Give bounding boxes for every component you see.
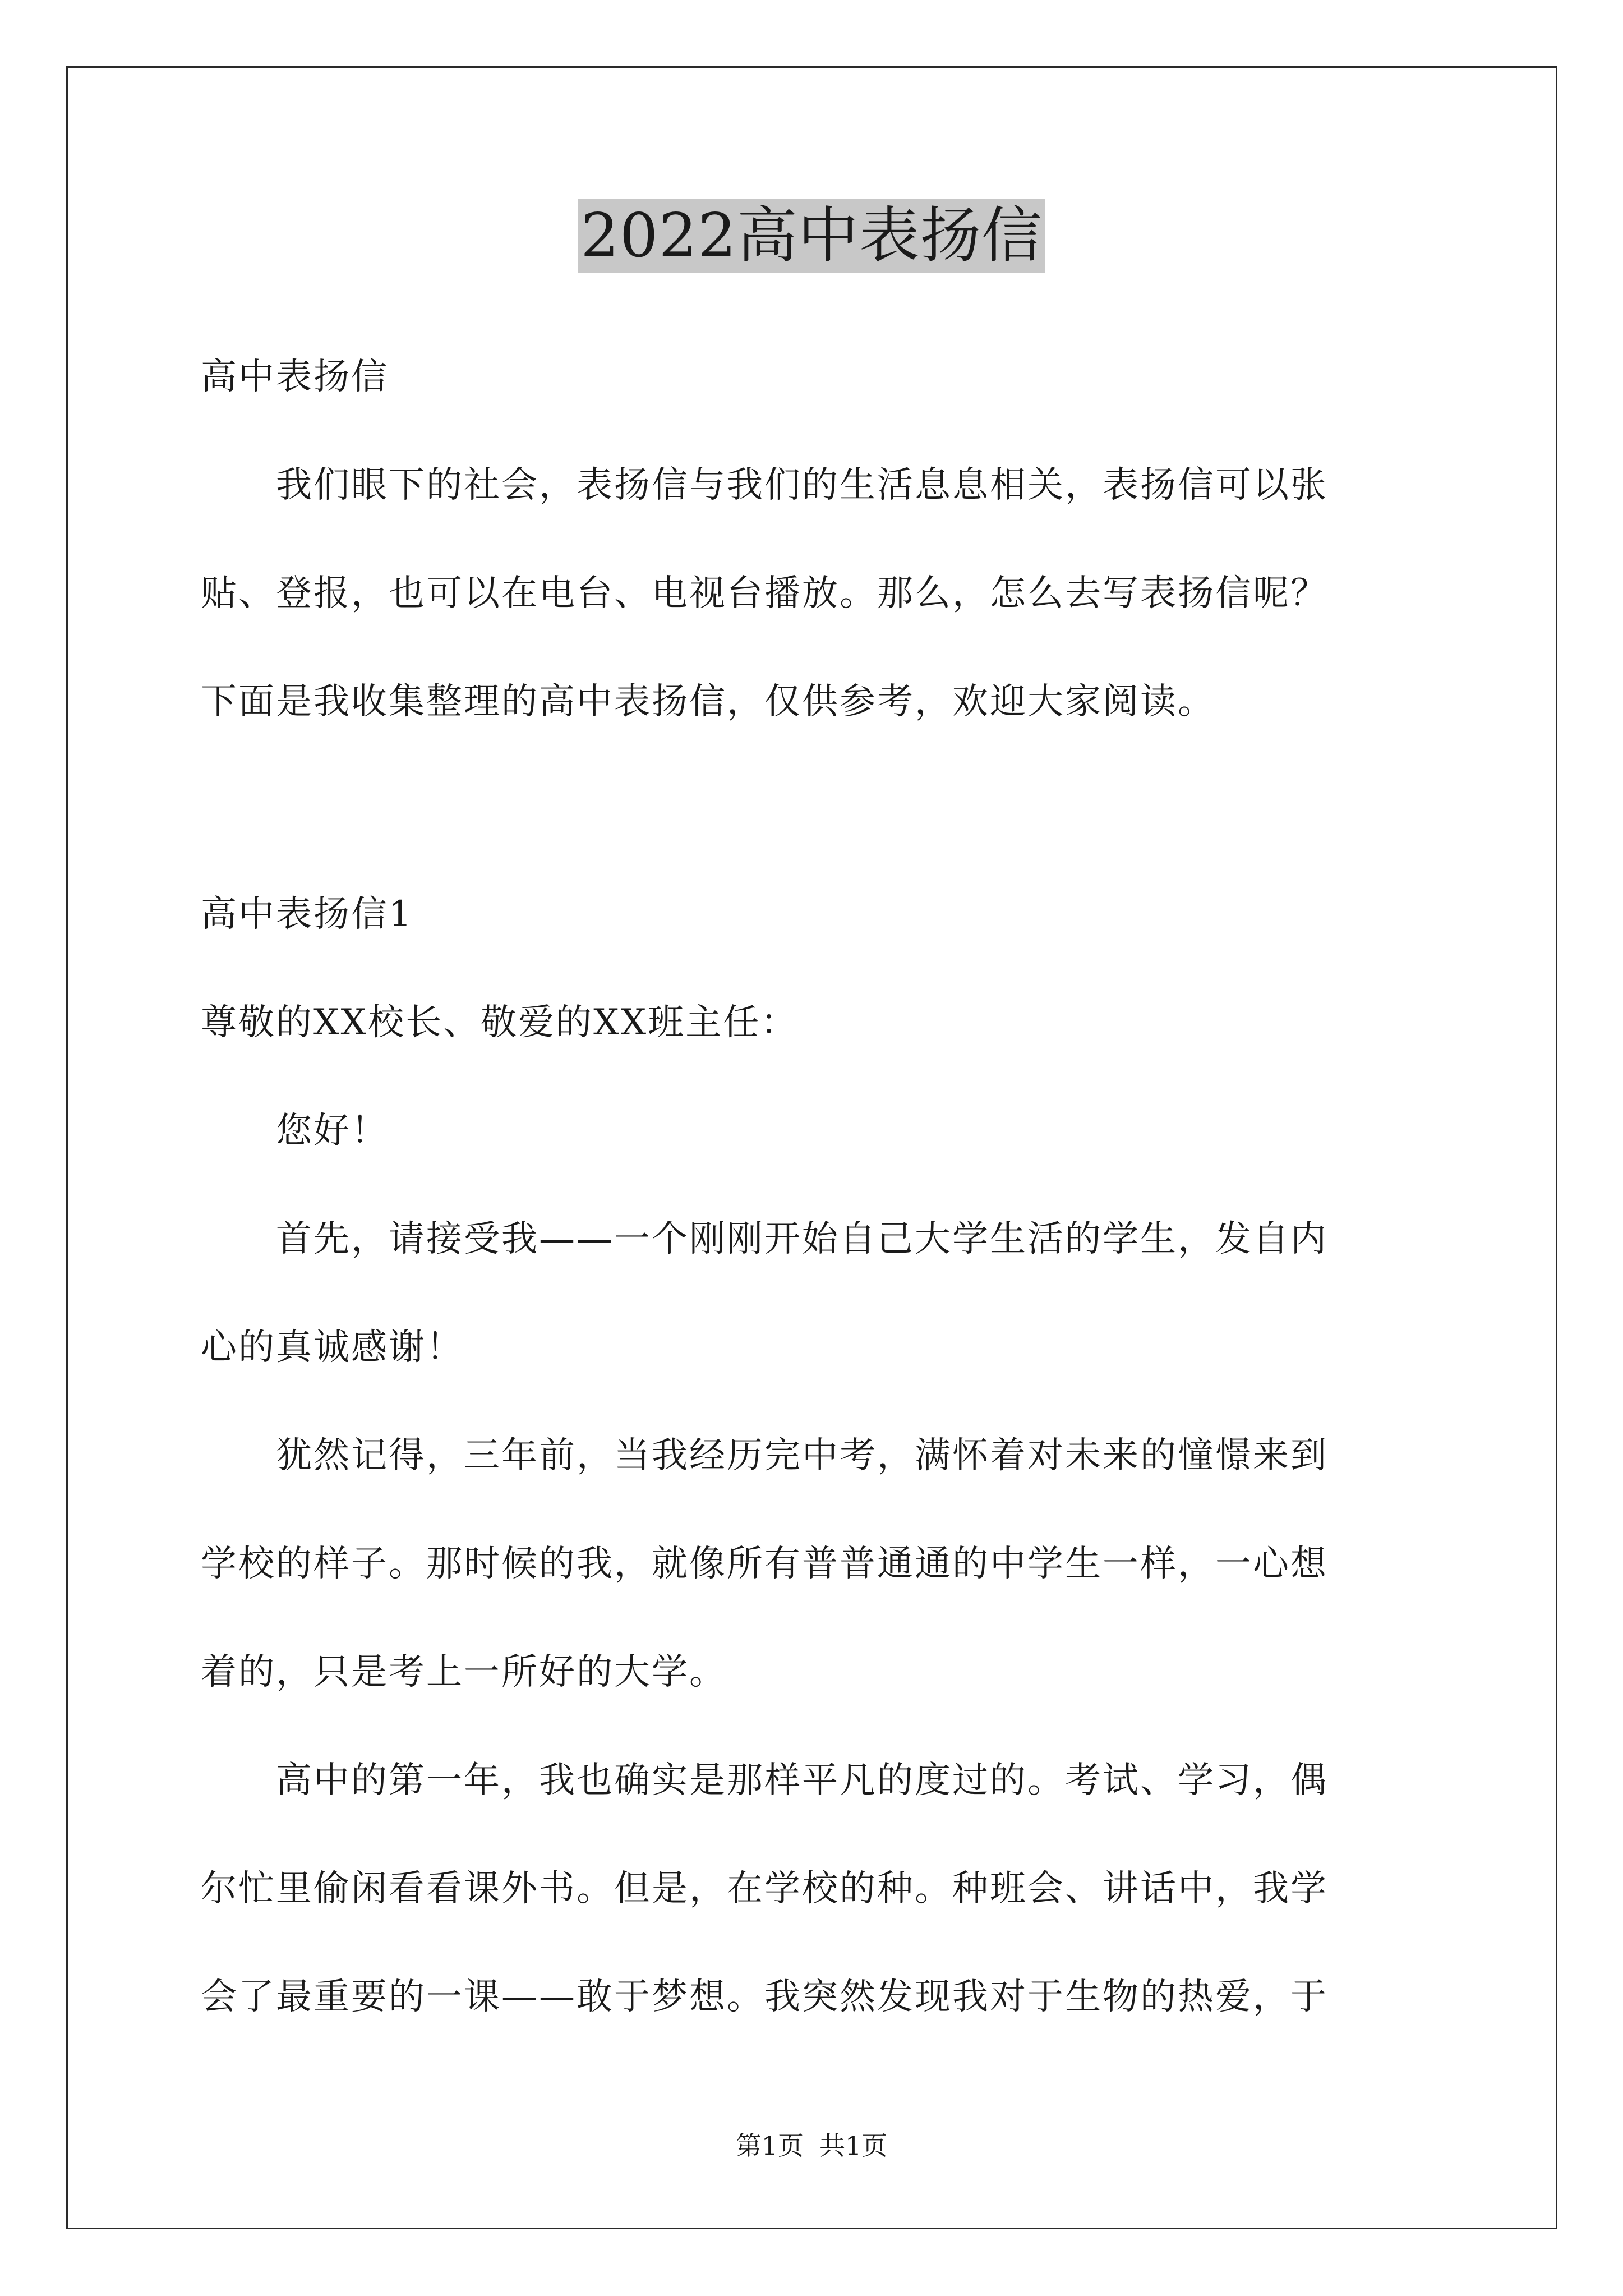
greeting: 您好！ (201, 1110, 389, 1152)
body-line-5: 着的，只是考上一所好的大学。 (201, 1651, 727, 1693)
body-line-7: 尔忙里偷闲看看课外书。但是，在学校的种。种班会、讲话中，我学 (201, 1868, 1328, 1910)
intro-line-1: 我们眼下的社会，表扬信与我们的生活息息相关，表扬信可以张 (201, 464, 1328, 506)
salutation: 尊敬的XX校长、敬爱的XX班主任： (201, 1002, 799, 1043)
section-title: 高中表扬信1 (201, 894, 413, 935)
body-line-1: 首先，请接受我——一个刚刚开始自己大学生活的学生，发自内 (201, 1218, 1328, 1260)
body-line-3: 犹然记得，三年前，当我经历完中考，满怀着对未来的憧憬来到 (201, 1435, 1328, 1476)
body-line-2: 心的真诚感谢！ (201, 1327, 464, 1368)
body-line-4: 学校的样子。那时候的我，就像所有普普通通的中学生一样，一心想 (201, 1543, 1328, 1585)
document-subtitle: 高中表扬信 (201, 356, 389, 398)
intro-line-2: 贴、登报，也可以在电台、电视台播放。那么，怎么去写表扬信呢？ (201, 573, 1328, 614)
title-container (0, 199, 1623, 273)
document-title: 2022高中表扬信 (578, 199, 1045, 273)
body-line-6: 高中的第一年，我也确实是那样平凡的度过的。考试、学习，偶 (201, 1760, 1328, 1801)
page-number-total: 共1页 (819, 2131, 888, 2161)
intro-line-3: 下面是我收集整理的高中表扬信，仅供参考，欢迎大家阅读。 (201, 681, 1215, 723)
body-line-8: 会了最重要的一课——敢于梦想。我突然发现我对于生物的热爱，于 (201, 1976, 1328, 2018)
page-footer (0, 2129, 1623, 2162)
page-number-current: 第1页 (735, 2131, 804, 2161)
